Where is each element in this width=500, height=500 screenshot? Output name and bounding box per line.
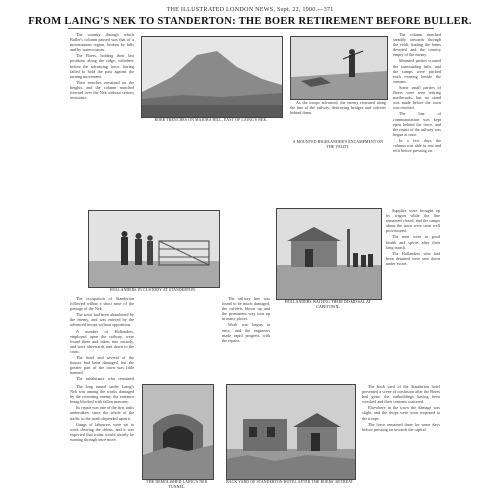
body-paragraph: The Hollanders who had been detained were sent down under escort. bbox=[386, 250, 440, 266]
body-paragraph: The occupation of Standerton followed within a short time of the passage of the Nek. bbox=[70, 296, 134, 312]
caption-boer-trenches: BOER TRENCHES ON MAJUBA HILL, EAST OF LAING'S NEK. bbox=[154, 118, 268, 122]
photo-boer-trenches bbox=[141, 36, 283, 118]
column-right-top bbox=[393, 32, 441, 210]
photo-hollanders-house bbox=[276, 208, 382, 300]
body-paragraph: Elsewhere in the town the damage was slight, and the shops were soon reopened to the troops. bbox=[362, 405, 440, 421]
column-left-top bbox=[70, 32, 134, 210]
body-paragraph: Their trenches remained on the heights, and the column marched forward over the Nek without serious resistance. bbox=[70, 79, 134, 101]
caption-tunnel: THE DEMOLISHED LAING'S NEK TUNNEL. bbox=[146, 480, 208, 489]
body-paragraph: The Boers, holding their last positions along the ridge, withdrew before the advancing force, having failed to hold the pass against the turning movement. bbox=[70, 53, 134, 79]
body-paragraph: The men were in good health and spirits after their long march. bbox=[386, 234, 440, 250]
page-headline: FROM LAING'S NEK TO STANDERTON: THE BOER RETIREMENT BEFORE BULLER. bbox=[28, 16, 472, 27]
body-paragraph: Its repair was one of the first tasks undertaken, since the whole of the traffic to the north depended upon it. bbox=[70, 405, 134, 421]
body-paragraph: The long tunnel under Laing's Nek was among the works damaged by the retreating enemy, the entrance being blocked with fallen masonry. bbox=[70, 384, 134, 405]
photo-highlander-picket bbox=[290, 36, 388, 100]
soldier-picket-image bbox=[291, 37, 387, 99]
masthead: THE ILLUSTRATED LONDON NEWS, Sept. 22, 1900.—371 bbox=[166, 6, 334, 13]
tunnel-image bbox=[143, 385, 213, 479]
body-paragraph: Gangs of labourers were set to work clearing the debris, and it was expected that trains would shortly be running through once more. bbox=[70, 421, 134, 442]
caption-highlander-picket: A MOUNTED HIGHLANDER'S ENCAMPMENT ON THE VELDT. bbox=[292, 140, 384, 149]
caption-gate-custody: HOLLANDERS IN CUSTODY AT STANDERTON. bbox=[109, 288, 197, 292]
caption-hollanders-house: HOLLANDERS WAITING THEIR DISMISSAL AT CAPETOWN. bbox=[284, 300, 372, 309]
column-right-mid bbox=[386, 208, 440, 382]
photo-tunnel bbox=[142, 384, 214, 480]
photo-gate-custody bbox=[88, 210, 220, 288]
house-figures-image bbox=[277, 209, 381, 299]
body-paragraph: The line of communication was kept open behind the force, and the repair of the railway was begun at once. bbox=[393, 111, 441, 137]
headline-rule bbox=[68, 28, 434, 29]
body-paragraph: In a few days the column was able to rest and refit before pressing on. bbox=[393, 137, 441, 154]
column-right-bottom bbox=[362, 384, 440, 494]
body-paragraph: The hotel and several of the houses had been damaged, but the greater part of the town was little harmed. bbox=[70, 355, 134, 376]
body-paragraph: The railway line was found to be much damaged, the culverts blown up and the permanent way torn up in many places. bbox=[222, 296, 270, 322]
body-paragraph: The inhabitants who remained bbox=[76, 376, 134, 382]
body-paragraph: The town had been abandoned by the enemy, and was entered by the advanced troops without opposition. bbox=[70, 312, 134, 328]
body-paragraph: The country through which Buller's column passed was that of a mountainous region, broken by hills and by watercourses. bbox=[70, 32, 134, 53]
photo-hotel-ruins bbox=[226, 384, 356, 480]
column-mid-mid bbox=[222, 296, 270, 382]
body-paragraph: Some small parties of Boers were seen retiring northwards, but no stand was made before the town was reached. bbox=[393, 84, 441, 111]
body-paragraph: Supplies were brought up by wagon while the line remained closed, and the camps about the town were soon well provisioned. bbox=[386, 208, 440, 234]
body-paragraph: The column marched steadily onwards through the veldt, finding the farms deserted and the country empty of the enemy. bbox=[393, 32, 441, 58]
hill-landscape-image bbox=[142, 37, 282, 117]
caption-hotel-ruins: BACK YARD OF STANDERTON HOTEL AFTER THE BOERS' RETREAT. bbox=[226, 480, 354, 484]
body-paragraph: As the troops advanced, the enemy retreated along the line of the railway, destroying bridges and culverts behind them. bbox=[290, 100, 386, 116]
column-left-bottom bbox=[70, 384, 134, 494]
column-mid-top bbox=[290, 100, 386, 140]
gate-soldiers-image bbox=[89, 211, 219, 287]
body-paragraph: The force remained there for some days before pressing on towards the capital. bbox=[362, 421, 440, 432]
column-left-mid bbox=[70, 296, 134, 382]
body-paragraph: The back yard of the Standerton hotel presented a scene of confusion after the Boers had gone, the outbuildings having been wrecked and their contents scattered. bbox=[362, 384, 440, 405]
body-paragraph: Work was begun at once, and the engineers made rapid progress with the repairs. bbox=[222, 322, 270, 343]
body-paragraph: A number of Hollanders, employed upon the railway, were found there and taken into custody, and were afterwards sent down to the coast. bbox=[70, 328, 134, 354]
ruined-buildings-image bbox=[227, 385, 355, 479]
body-paragraph: Mounted parties scouted the surrounding hills, and the camps were pitched each evening beside the streams. bbox=[393, 58, 441, 84]
